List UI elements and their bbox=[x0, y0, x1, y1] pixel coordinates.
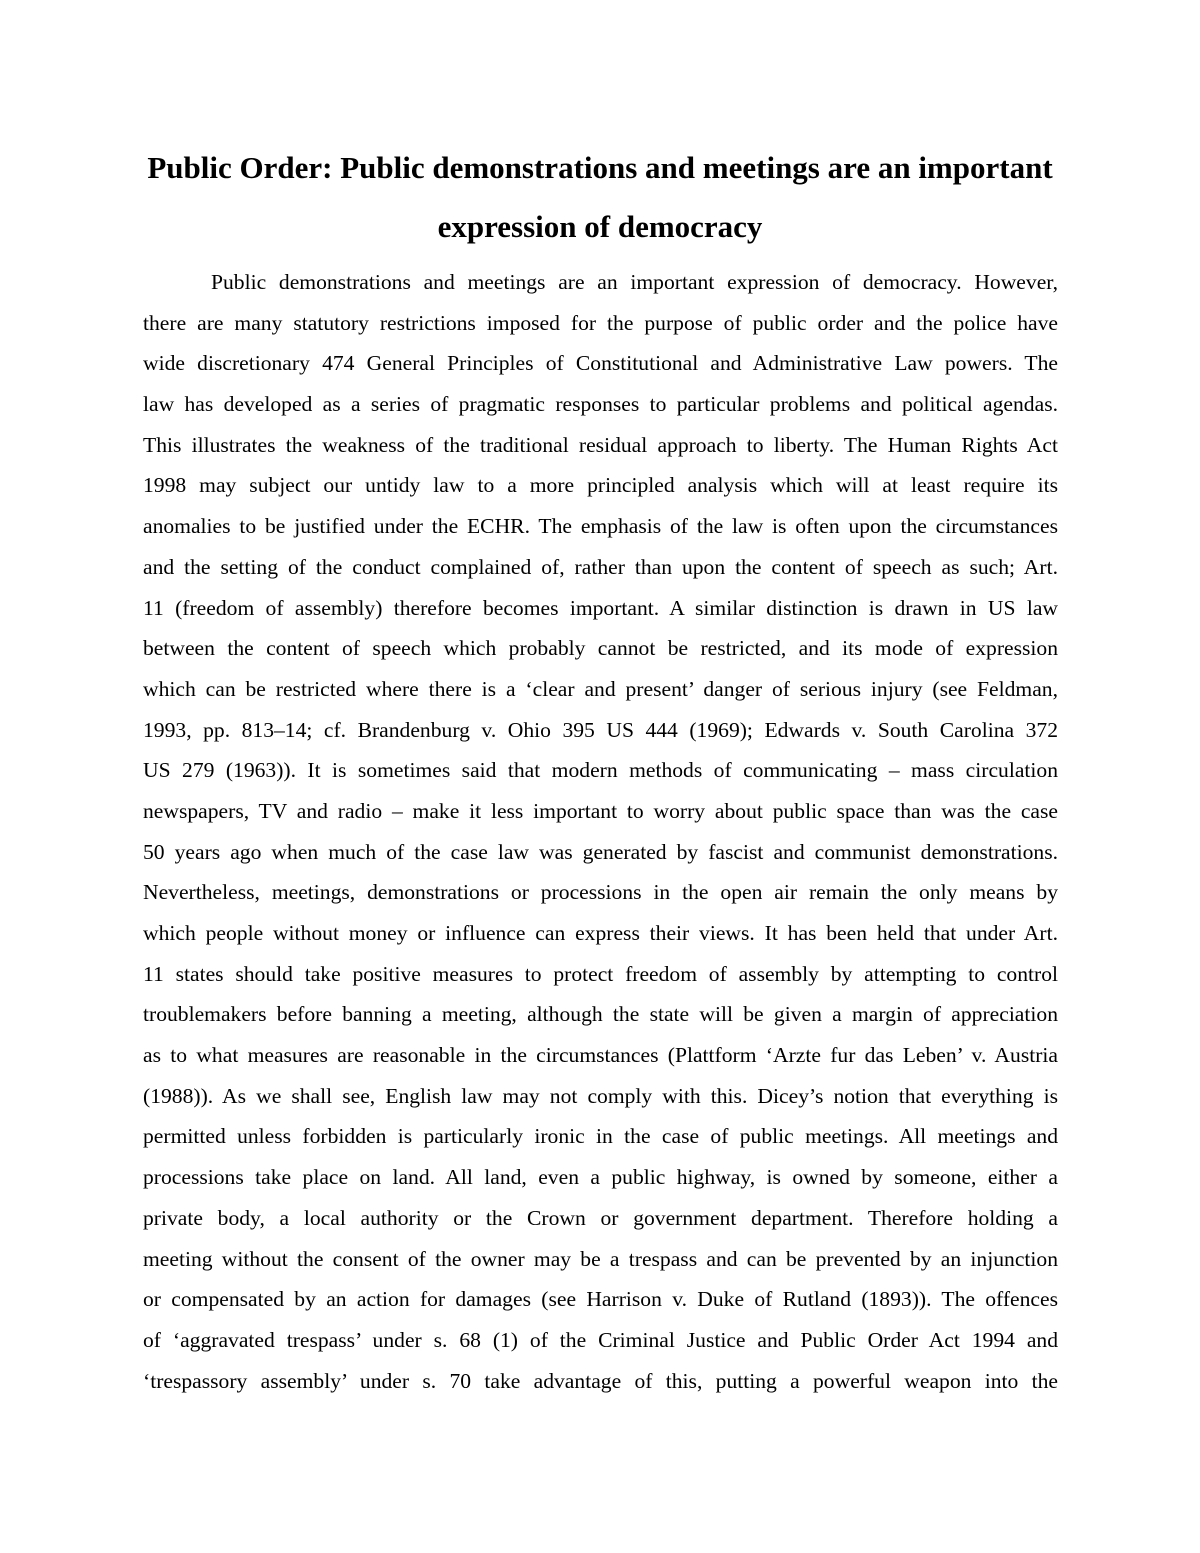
text-line: 1993, pp. 813–14; cf. Brandenburg v. Ohio 395 US 444 (1969); Edwards v. South Carolina 372 bbox=[143, 717, 1058, 742]
text-line: processions take place on land. All land, even a public highway, is owned by someone, either a bbox=[143, 1165, 1058, 1190]
text-line: US 279 (1963)). It is sometimes said that modern methods of communicating – mass circulation bbox=[143, 758, 1058, 783]
text-line: newspapers, TV and radio – make it less important to worry about public space than was the case bbox=[143, 798, 1058, 823]
body-paragraph bbox=[143, 262, 1058, 1401]
text-line: there are many statutory restrictions imposed for the purpose of public order and the police have bbox=[143, 310, 1058, 335]
text-line: of ‘aggravated trespass’ under s. 68 (1) of the Criminal Justice and Public Order Act 1994 and bbox=[143, 1327, 1058, 1352]
text-line: wide discretionary 474 General Principles of Constitutional and Administrative Law powers. The bbox=[143, 351, 1058, 376]
text-line: 50 years ago when much of the case law was generated by fascist and communist demonstrations. bbox=[143, 839, 1058, 864]
text-line: (1988)). As we shall see, English law may not comply with this. Dicey’s notion that everything is bbox=[143, 1083, 1058, 1108]
text-line: 11 states should take positive measures to protect freedom of assembly by attempting to control bbox=[143, 961, 1058, 986]
text-line: private body, a local authority or the Crown or government department. Therefore holding a bbox=[143, 1205, 1058, 1230]
text-line: as to what measures are reasonable in the circumstances (Plattform ‘Arzte fur das Leben’ v. Austria bbox=[143, 1043, 1058, 1068]
text-line: between the content of speech which probably cannot be restricted, and its mode of expression bbox=[143, 636, 1058, 661]
text-line: This illustrates the weakness of the traditional residual approach to liberty. The Human Rights Act bbox=[143, 432, 1058, 457]
text-line: 1998 may subject our untidy law to a more principled analysis which will at least require its bbox=[143, 473, 1058, 498]
text-line: 11 (freedom of assembly) therefore becomes important. A similar distinction is drawn in US law bbox=[143, 595, 1058, 620]
text-line: Public demonstrations and meetings are an important expression of democracy. However, bbox=[211, 270, 1058, 294]
text-line: which can be restricted where there is a ‘clear and present’ danger of serious injury (see Feldman, bbox=[143, 676, 1058, 701]
text-line: troublemakers before banning a meeting, although the state will be given a margin of appreciation bbox=[143, 1002, 1058, 1027]
text-line: ‘trespassory assembly’ under s. 70 take advantage of this, putting a powerful weapon into the bbox=[143, 1368, 1058, 1393]
page-title: Public Order: Public demonstrations and meetings are an important expression of democracy bbox=[147, 150, 1053, 244]
text-line: or compensated by an action for damages (see Harrison v. Duke of Rutland (1893)). The offences bbox=[143, 1287, 1058, 1312]
text-line: law has developed as a series of pragmatic responses to particular problems and political agendas. bbox=[143, 392, 1058, 417]
text-line: Nevertheless, meetings, demonstrations or processions in the open air remain the only means by bbox=[143, 880, 1058, 905]
text-line: and the setting of the conduct complained of, rather than upon the content of speech as such; Art. bbox=[143, 554, 1058, 579]
text-line: anomalies to be justified under the ECHR. The emphasis of the law is often upon the circumstances bbox=[143, 514, 1058, 539]
text-line: meeting without the consent of the owner may be a trespass and can be prevented by an injunction bbox=[143, 1246, 1058, 1271]
text-line: permitted unless forbidden is particularly ironic in the case of public meetings. All meetings and bbox=[143, 1124, 1058, 1149]
text-line: which people without money or influence can express their views. It has been held that under Art. bbox=[143, 921, 1058, 945]
